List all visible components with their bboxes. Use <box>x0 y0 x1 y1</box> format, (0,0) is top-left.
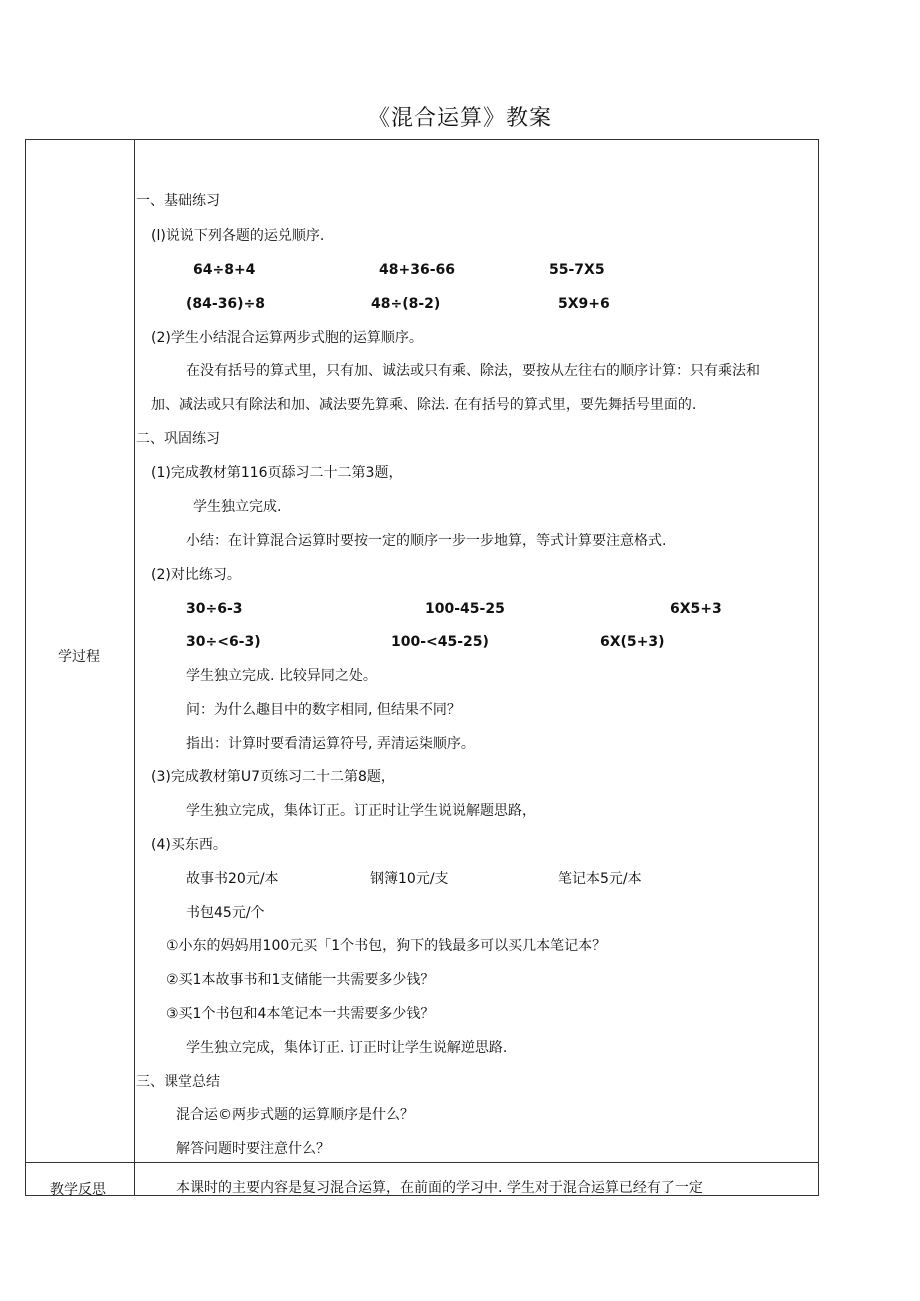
sec1-expr-1: 64÷8+4 <box>193 262 256 278</box>
sec2-question-3: (3)完成教材第U7页练习二十二第8题， <box>151 769 395 785</box>
sec2-question-2: (2)对比练习。 <box>151 567 241 583</box>
sec2-q2-note-b: 问：为什么趣目中的数字相同, 但结果不同？ <box>186 702 461 718</box>
table-column-divider <box>134 139 135 1196</box>
sec1-expr-5: 48÷(8-2) <box>371 296 441 312</box>
sec1-expr-6: 5X9+6 <box>558 296 610 312</box>
table-row-divider <box>25 1162 819 1163</box>
sec2-q1-note-b: 小结：在计算混合运算时要按一定的顺序一步一步地算，等式计算要注意格式. <box>186 533 667 549</box>
price-storybook: 故事书20元/本 <box>186 871 279 887</box>
problem-1: ①小东的妈妈用100元买「1个书包，狗下的钱最多可以买几本笔记本？ <box>166 938 607 954</box>
sec2-q1-note-a: 学生独立完成. <box>193 499 282 515</box>
sec2-expr-3: 6X5+3 <box>670 601 722 617</box>
price-pen: 钢簿10元/支 <box>370 871 449 887</box>
label-process: 学过程 <box>58 649 100 665</box>
sec1-expr-3: 55-7X5 <box>549 262 605 278</box>
sec1-rule-line-1: 在没有括号的算式里，只有加、诚法或只有乘、除法，要按从左往右的顺序计算：只有乘法和 <box>186 363 760 379</box>
summary-line-2: 解答问题时要注意什么？ <box>176 1141 330 1157</box>
section-2-heading: 二、巩固练习 <box>136 431 220 447</box>
price-schoolbag: 书包45元/个 <box>186 905 265 921</box>
problem-2: ②买1本故事书和1支储能一共需要多少钱？ <box>166 972 435 988</box>
sec2-expr-6: 6X(5+3) <box>600 634 665 650</box>
summary-line-1: 混合运©两步式题的运算顺序是什么？ <box>176 1107 414 1123</box>
price-notebook: 笔记本5元/本 <box>558 871 642 887</box>
sec1-question-2: (2)学生小结混合运算两步式胞的运算顺序。 <box>151 330 423 346</box>
sec2-question-1: (1)完成教材第116页舔习二十二第3题， <box>151 465 403 481</box>
sec2-q2-note-a: 学生独立完成. 比较异同之处。 <box>186 668 377 684</box>
section-1-heading: 一、基础练习 <box>136 193 220 209</box>
sec2-question-4: (4)买东西。 <box>151 837 227 853</box>
sec1-expr-4: (84-36)÷8 <box>186 296 266 312</box>
sec2-expr-1: 30÷6-3 <box>186 601 243 617</box>
sec2-q3-note: 学生独立完成，集体订正。订正时让学生说说解题思路， <box>186 803 536 819</box>
page-title: 《混合运算》教案 <box>367 106 552 131</box>
sec2-expr-2: 100-45-25 <box>425 601 505 617</box>
sec2-expr-4: 30÷<6-3) <box>186 634 261 650</box>
sec2-q2-note-c: 指出：计算时要看清运算符号, 弄清运柒顺序。 <box>186 736 475 752</box>
sec1-question-1: (l)说说下列各题的运兑顺序. <box>151 228 325 244</box>
problems-note: 学生独立完成，集体订正. 订正时让学生说解逆思路. <box>186 1040 508 1056</box>
sec1-expr-2: 48+36-66 <box>379 262 455 278</box>
sec2-expr-5: 100-<45-25) <box>391 634 489 650</box>
problem-3: ③买1个书包和4本笔记本一共需要多少钱？ <box>166 1006 435 1022</box>
sec1-rule-line-2: 加、减法或只有除法和加、减法要先算乘、除法. 在有括号的算式里，要先舞括号里面的. <box>151 397 697 413</box>
label-reflection: 教学反思 <box>50 1182 106 1198</box>
section-3-heading: 三、课堂总结 <box>136 1074 220 1090</box>
reflection-text: 本课时的主要内容是复习混合运算，在前面的学习中. 学生对于混合运算已经有了一定 <box>176 1180 703 1196</box>
